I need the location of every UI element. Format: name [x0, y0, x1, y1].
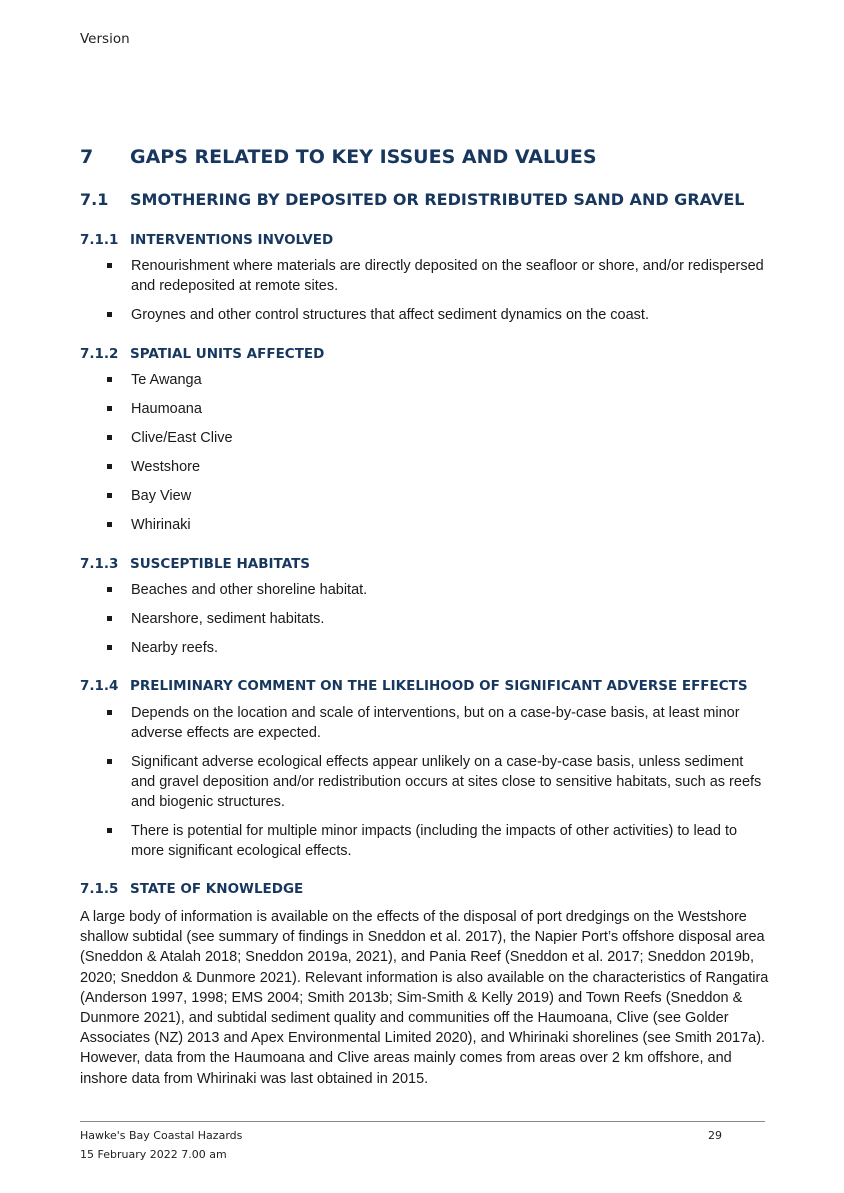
list-item: Beaches and other shoreline habitat. [80, 580, 770, 600]
list-item: Groynes and other control structures that affect sediment dynamics on the coast. [80, 305, 770, 325]
list-item: Te Awanga [80, 370, 770, 390]
list-item: Depends on the location and scale of interventions, but on a case-by-case basis, at least minor adverse effects are expected. [80, 703, 770, 743]
comment-list [80, 703, 770, 870]
knowledge-paragraph: A large body of information is available on the effects of the disposal of port dredgings on the Westshore shallow subtidal (see summary of findings in Sneddon et al. 2017), the Napier Port’s offshore disposal area (Sneddon & Atalah 2018; Sneddon 2019a, 2021), and Pania Reef (Sneddon et al. 2017; Sneddon 2019b, 2020; Sneddon & Dunmore 2021). Relevant information is also available on the characteristics of Rangatira (Anderson 1997, 1998; EMS 2004; Smith 2013b; Sim-Smith & Kelly 2019) and Town Reefs (Sneddon & Dunmore 2021), and subtidal sediment quality and communities off the Haumoana, Clive (see Golder Associates (NZ) 2013 and Apex Environmental Limited 2020), and Whirinaki shorelines (see Smith 2017a). However, data from the Haumoana and Clive areas mainly comes from areas over 2 km offshore, and inshore data from Whirinaki was last obtained in 2015. [80, 909, 769, 1087]
heading-title: STATE OF KNOWLEDGE [130, 881, 304, 897]
list-item: Haumoana [80, 399, 770, 419]
habitats-list [80, 580, 770, 667]
heading-number: 7.1.3 [80, 556, 119, 572]
list-item: Nearby reefs. [80, 638, 770, 658]
bullet-icon [107, 828, 112, 833]
heading-title: INTERVENTIONS INVOLVED [130, 232, 334, 248]
footer-date: 15 February 2022 7.00 am [80, 1148, 227, 1161]
list-item: Bay View [80, 486, 770, 506]
subsection-title: SMOTHERING BY DEPOSITED OR REDISTRIBUTED SAND AND GRAVEL [130, 190, 745, 209]
spatial-units-list [80, 370, 770, 544]
bullet-icon [107, 377, 112, 382]
bullet-icon [107, 616, 112, 621]
bullet-icon [107, 710, 112, 715]
heading-number: 7.1.1 [80, 232, 119, 248]
bullet-icon [107, 263, 112, 268]
section-number: 7 [80, 146, 94, 168]
list-item: Westshore [80, 457, 770, 477]
bullet-icon [107, 406, 112, 411]
subsection-heading [80, 190, 800, 209]
heading-title: SPATIAL UNITS AFFECTED [130, 346, 325, 362]
list-item: There is potential for multiple minor impacts (including the impacts of other activities) to lead to more significant ecological effects. [80, 821, 770, 861]
heading-susceptible-habitats [80, 556, 800, 572]
bullet-icon [107, 759, 112, 764]
list-item: Significant adverse ecological effects appear unlikely on a case-by-case basis, unless sediment and gravel deposition and/or redistribution occurs at sites close to sensitive habitats, such as reefs and biogenic structures. [80, 752, 770, 812]
list-item: Clive/East Clive [80, 428, 770, 448]
section-heading [80, 146, 780, 168]
bullet-icon [107, 587, 112, 592]
list-item: Renourishment where materials are directly deposited on the seafloor or shore, and/or redispersed and redeposited at remote sites. [80, 256, 770, 296]
bullet-icon [107, 312, 112, 317]
list-item: Whirinaki [80, 515, 770, 535]
interventions-list [80, 256, 770, 334]
heading-preliminary-comment [80, 678, 800, 694]
heading-spatial-units [80, 346, 800, 362]
header-version-label: Version [80, 31, 130, 47]
section-title: GAPS RELATED TO KEY ISSUES AND VALUES [130, 146, 597, 168]
bullet-icon [107, 435, 112, 440]
subsection-number: 7.1 [80, 190, 109, 209]
page-number: 29 [708, 1129, 722, 1142]
heading-number: 7.1.5 [80, 881, 119, 897]
bullet-icon [107, 645, 112, 650]
heading-state-of-knowledge [80, 881, 800, 897]
heading-title: SUSCEPTIBLE HABITATS [130, 556, 311, 572]
bullet-icon [107, 493, 112, 498]
list-item: Nearshore, sediment habitats. [80, 609, 770, 629]
bullet-icon [107, 464, 112, 469]
heading-interventions [80, 232, 800, 248]
heading-number: 7.1.4 [80, 678, 119, 694]
footer-title: Hawke's Bay Coastal Hazards [80, 1129, 243, 1142]
bullet-icon [107, 522, 112, 527]
heading-title: PRELIMINARY COMMENT ON THE LIKELIHOOD OF SIGNIFICANT ADVERSE EFFECTS [130, 678, 748, 694]
heading-number: 7.1.2 [80, 346, 119, 362]
footer-divider [80, 1121, 765, 1122]
